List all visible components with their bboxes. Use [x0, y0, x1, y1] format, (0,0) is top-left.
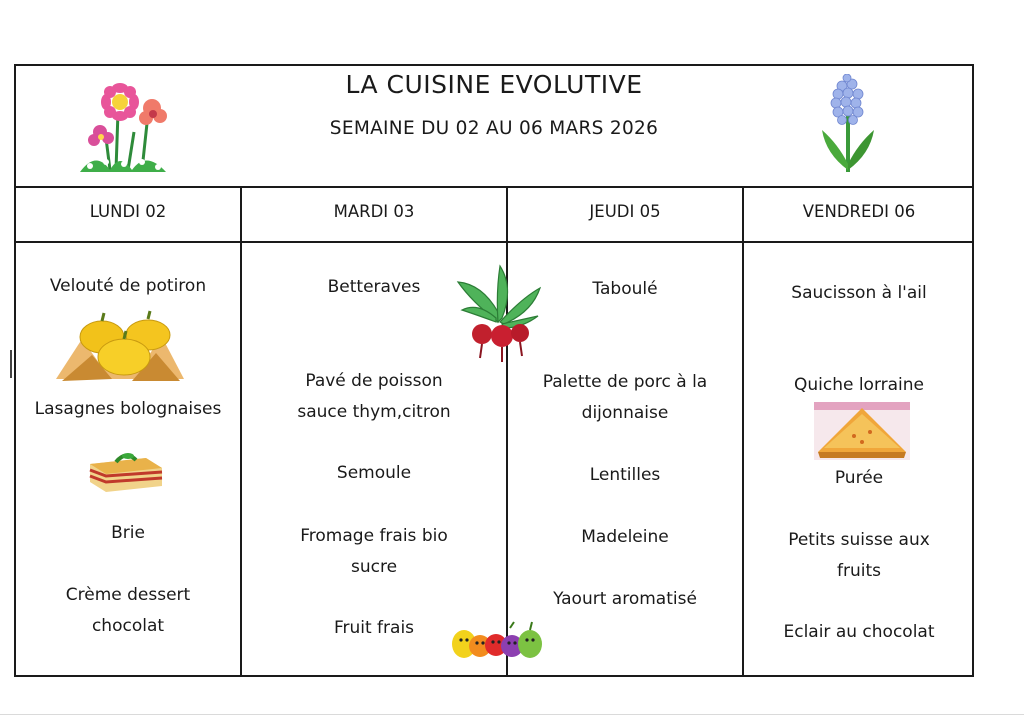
dish-item: Betteraves [327, 277, 421, 297]
dish-item: Brie [111, 523, 145, 543]
column-divider [240, 186, 242, 675]
menu-sheet [14, 64, 974, 677]
dish-item: chocolat [91, 616, 165, 636]
column-divider [742, 186, 744, 675]
day-label-mardi: MARDI 03 [333, 202, 415, 221]
dish-item: Semoule [336, 463, 412, 483]
dish-item: Eclair au chocolat [783, 622, 935, 642]
page-title: LA CUISINE EVOLUTIVE [345, 70, 643, 99]
quiche-icon [814, 402, 910, 460]
dish-item: Purée [834, 468, 884, 488]
dish-item: Saucisson à l'ail [791, 283, 927, 303]
menu-header [16, 66, 972, 188]
flowers-icon [76, 72, 176, 176]
dish-item: Pavé de poisson [305, 371, 443, 391]
hyacinth-icon [816, 74, 880, 174]
dish-item: Crème dessert [65, 585, 191, 605]
dish-item: Fruit frais [333, 618, 415, 638]
dish-item: Palette de porc à la [542, 372, 708, 392]
day-label-vendredi: VENDREDI 06 [802, 202, 916, 221]
dish-item: Taboulé [592, 279, 658, 299]
dish-item: fruits [837, 561, 881, 581]
scan-edge-mark [10, 350, 12, 378]
dish-item: Lasagnes bolognaises [34, 399, 222, 419]
dish-item: Madeleine [581, 527, 669, 547]
dish-item: Fromage frais bio [300, 526, 448, 546]
dish-item: Velouté de potiron [49, 276, 207, 296]
dish-item: sucre [350, 557, 398, 577]
dish-item: sauce thym,citron [297, 402, 451, 422]
dish-item: Lentilles [589, 465, 661, 485]
day-label-lundi: LUNDI 02 [89, 202, 167, 221]
dish-item: dijonnaise [581, 403, 669, 423]
dish-item: Petits suisse aux [788, 530, 930, 550]
page-edge-line [0, 714, 1024, 715]
day-label-jeudi: JEUDI 05 [589, 202, 661, 221]
lasagna-icon [86, 442, 166, 494]
dish-item: Quiche lorraine [793, 375, 925, 395]
dish-item: Yaourt aromatisé [553, 589, 697, 609]
day-header-row [16, 186, 972, 243]
pumpkin-icon [52, 309, 188, 385]
fruit-characters-icon [450, 618, 548, 662]
week-subtitle: SEMAINE DU 02 AU 06 MARS 2026 [329, 118, 659, 139]
